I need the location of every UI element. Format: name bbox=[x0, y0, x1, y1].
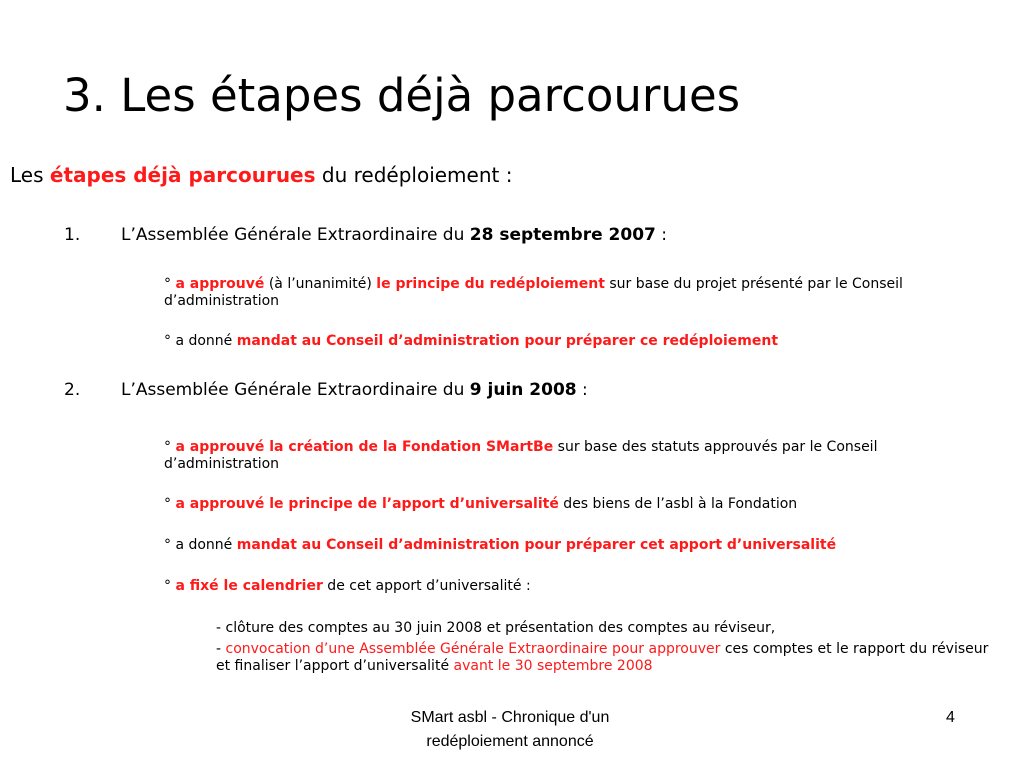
sub-bullet-highlight: convocation d’une Assemblée Générale Extraordinaire pour approuver bbox=[225, 641, 721, 657]
bullet-text: ° bbox=[164, 439, 176, 455]
sub-bullet-text: ces comptes et le rapport du réviseur et finaliser l’apport d’universalité bbox=[216, 641, 989, 674]
bullet-highlight: a approuvé le principe de l’apport d’universalité bbox=[175, 496, 559, 512]
bullet-highlight: a approuvé la création de la Fondation SMartBe bbox=[175, 439, 554, 455]
bullet-text: des biens de l’asbl à la Fondation bbox=[558, 496, 798, 512]
footer-line: redéploiement annoncé bbox=[426, 733, 594, 750]
item-heading bbox=[121, 378, 588, 402]
bullet-item bbox=[164, 578, 994, 595]
slide-footer bbox=[360, 706, 660, 754]
sub-bullet-item bbox=[216, 641, 1006, 675]
bullet-item bbox=[164, 276, 994, 310]
bullet-item bbox=[164, 439, 994, 473]
sub-bullet-item bbox=[216, 620, 1006, 637]
item-number: 2. bbox=[64, 380, 81, 400]
bullet-text: sur base du projet présenté par le Conseil d’administration bbox=[164, 276, 903, 309]
item-heading-text: L’Assemblée Générale Extraordinaire du bbox=[121, 225, 470, 245]
footer-line: SMart asbl - Chronique d'un bbox=[410, 709, 610, 726]
bullet-highlight: mandat au Conseil d’administration pour préparer cet apport d’universalité bbox=[236, 537, 837, 553]
bullet-text: de cet apport d’universalité : bbox=[322, 578, 531, 594]
item-date: 28 septembre 2007 bbox=[469, 225, 656, 245]
bullet-highlight: a fixé le calendrier bbox=[175, 578, 323, 594]
item-number: 1. bbox=[64, 225, 81, 245]
sub-bullet-highlight: avant le 30 septembre 2008 bbox=[453, 658, 653, 674]
item-heading-suffix: : bbox=[576, 380, 588, 400]
bullet-highlight: a approuvé bbox=[175, 276, 265, 292]
intro-prefix: Les bbox=[10, 163, 50, 187]
bullet-item bbox=[164, 537, 994, 554]
bullet-item bbox=[164, 496, 994, 513]
intro-line bbox=[10, 160, 512, 190]
bullet-text: ° a donné bbox=[164, 537, 237, 553]
item-heading-suffix: : bbox=[655, 225, 668, 245]
item-date: 9 juin 2008 bbox=[469, 380, 577, 400]
item-heading-text: L’Assemblée Générale Extraordinaire du bbox=[121, 380, 470, 400]
intro-highlight: étapes déjà parcourues bbox=[49, 163, 316, 187]
bullet-text: ° bbox=[164, 496, 176, 512]
bullet-text: ° bbox=[164, 276, 176, 292]
intro-suffix: du redéploiement : bbox=[315, 163, 513, 187]
sub-bullet-text: - bbox=[216, 641, 226, 657]
bullet-text: (à l’unanimité) bbox=[264, 276, 377, 292]
bullet-text: ° a donné bbox=[164, 333, 237, 349]
bullet-text: sur base des statuts approuvés par le Conseil d’administration bbox=[164, 439, 878, 472]
bullet-highlight: le principe du redéploiement bbox=[376, 276, 605, 292]
bullet-highlight: mandat au Conseil d’administration pour préparer ce redéploiement bbox=[236, 333, 779, 349]
bullet-item bbox=[164, 333, 994, 350]
slide-title: 3. Les étapes déjà parcourues bbox=[63, 69, 741, 122]
item-heading bbox=[121, 223, 667, 247]
bullet-text: ° bbox=[164, 578, 176, 594]
sub-bullet-text: - clôture des comptes au 30 juin 2008 et présentation des comptes au réviseur, bbox=[216, 620, 776, 636]
page-number: 4 bbox=[946, 709, 955, 726]
